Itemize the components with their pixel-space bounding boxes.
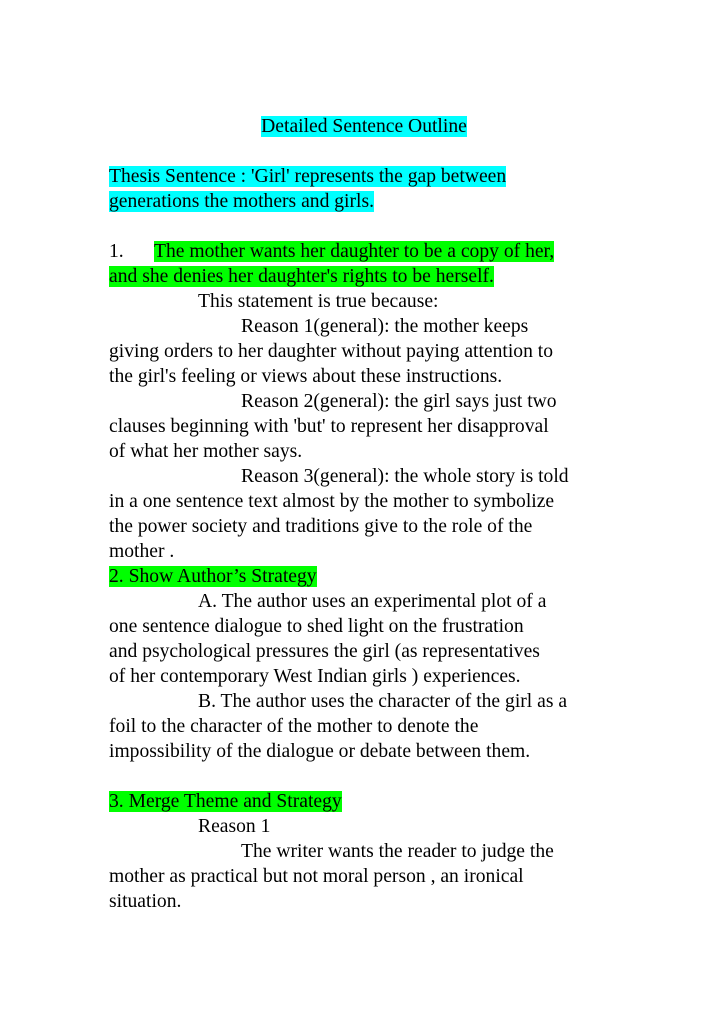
section1-number: 1. [109, 241, 124, 262]
reason2-line-1: Reason 2(general): the girl says just two [241, 391, 557, 412]
section1-heading-line-2 [109, 264, 619, 289]
spacer [109, 214, 619, 239]
section1-heading: The mother wants her daughter to be a copy of her, [154, 241, 555, 262]
thesis-line-2 [109, 189, 619, 214]
reason2-line-2: clauses beginning with 'but' to represent her disapproval [109, 416, 549, 437]
pointB-line-3: impossibility of the dialogue or debate between them. [109, 741, 531, 762]
reason1-line-3: the girl's feeling or views about these instructions. [109, 366, 503, 387]
pointA-line-3: and psychological pressures the girl (as representatives [109, 641, 540, 662]
section1-heading-line-1 [109, 239, 619, 264]
thesis-text: generations the mothers and girls. [109, 191, 374, 212]
thesis-line-1 [109, 164, 619, 189]
title-line [109, 114, 619, 139]
section2-heading-line [109, 564, 619, 589]
spacer [109, 764, 619, 789]
section3-heading: 3. Merge Theme and Strategy [109, 791, 342, 812]
pointA-line-2: one sentence dialogue to shed light on the frustration [109, 616, 524, 637]
section3-body-line-1: The writer wants the reader to judge the [241, 841, 554, 862]
document-body [109, 114, 619, 914]
reason3-line-3: the power society and traditions give to the role of the [109, 516, 533, 537]
pointB-line-1: B. The author uses the character of the girl as a [198, 691, 568, 712]
reason3-line-1: Reason 3(general): the whole story is told [241, 466, 569, 487]
pointB-line-2: foil to the character of the mother to denote the [109, 716, 479, 737]
reason3-line-2: in a one sentence text almost by the mother to symbolize [109, 491, 555, 512]
document-title: Detailed Sentence Outline [261, 116, 467, 137]
reason1-line-1: Reason 1(general): the mother keeps [241, 316, 529, 337]
section3-heading-line [109, 789, 619, 814]
section1-statement: This statement is true because: [198, 291, 439, 312]
reason3-line-4: mother . [109, 541, 175, 562]
section3-body-line-3: situation. [109, 891, 182, 912]
section3-body-line-2: mother as practical but not moral person , an ironical [109, 866, 524, 887]
pointA-line-4: of her contemporary West Indian girls ) experiences. [109, 666, 521, 687]
section2-heading: 2. Show Author’s Strategy [109, 566, 317, 587]
thesis-text: Thesis Sentence : 'Girl' represents the gap between [109, 166, 507, 187]
spacer [109, 139, 619, 164]
section3-reason-label: Reason 1 [198, 816, 271, 837]
pointA-line-1: A. The author uses an experimental plot of a [198, 591, 547, 612]
reason2-line-3: of what her mother says. [109, 441, 303, 462]
section1-heading: and she denies her daughter's rights to be herself. [109, 266, 494, 287]
reason1-line-2: giving orders to her daughter without paying attention to [109, 341, 554, 362]
